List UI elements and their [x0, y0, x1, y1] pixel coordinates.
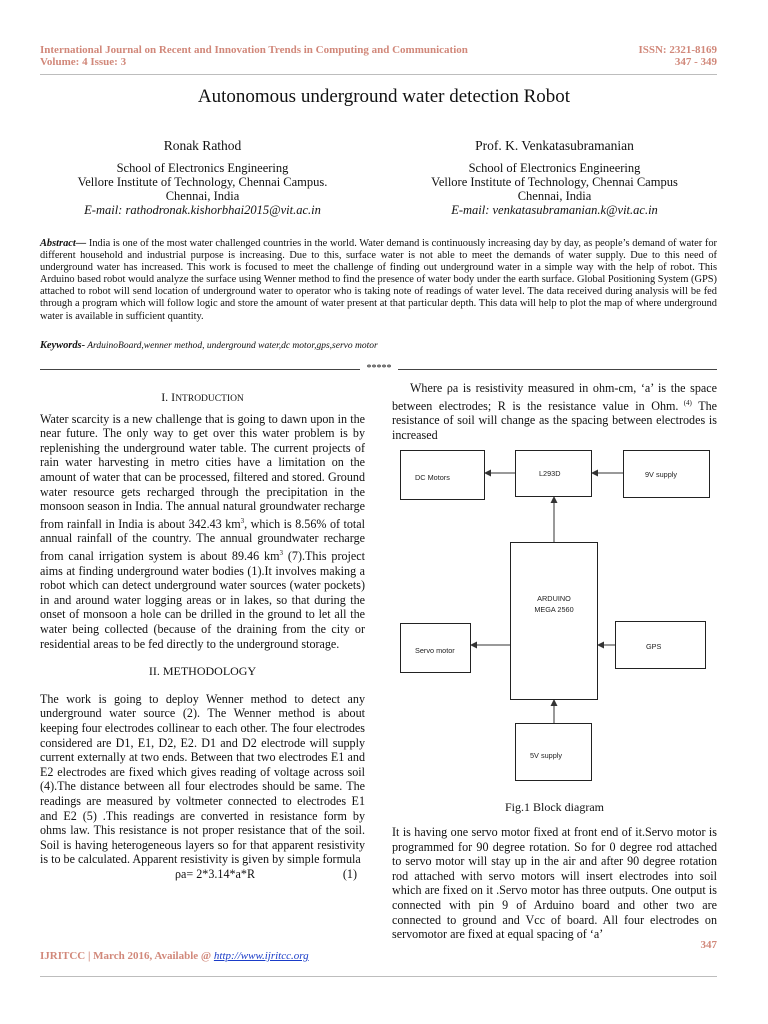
author-inst: Vellore Institute of Technology, Chennai Campus — [431, 175, 678, 189]
journal-name: International Journal on Recent and Innovation Trends in Computing and Communication — [40, 44, 468, 56]
journal-issn: ISSN: 2321-8169 — [638, 44, 717, 56]
formula-expression: ρa= 2*3.14*a*R — [175, 866, 256, 881]
block-dc-motors: DC Motors — [400, 450, 485, 500]
formula-number: (1) — [342, 866, 357, 881]
abstract-text: India is one of the most water challenged countries in the world. Water demand is continuously increasing day by day, as people’s demand of water for different household and industrial purpose is increasing. Due to this, surface water is not able to meet the demands of water supply. Due to this need of underground water has increased. This work is focused to meet the challenge of finding out underground water in a simple way with the help of robot. This Arduino based robot would analyze the surface using Wenner method to find the presence of water body under the earth surface. Global Positioning System (GPS) attached to robot will send location of underground water to operator who is taking note of readings of water level. The data received during analysis will be fed through a program which will follow logic and store the amount of water present at that particular depth. This data will help to plot the map of where underground water is available in sufficient quantity. — [40, 238, 717, 322]
block-gps: GPS — [615, 621, 706, 669]
intro-heading: I. INTRODUCTION — [161, 390, 244, 404]
block-arduino-mega — [510, 542, 598, 700]
keywords-text: ArduinoBoard,wenner method, underground water,dc motor,gps,servo motor — [85, 341, 378, 351]
where-paragraph: Where ρa is resistivity measured in ohm-cm, ‘a’ is the space between electrodes; R is the resistance value in Ohm. $^{(4)}$ The resistance of soil will change as the spacing between electrodes is increased — [392, 381, 718, 442]
author-block-2 — [392, 139, 717, 217]
intro-paragraph: Water scarcity is a new challenge that is going to dawn upon in the near future. The only way to get over this water problem is by replenishing the underground water table. The current projects of rain water harvesting in metro cities have a limitation on the amount of water that can be processed, filtered and stored. Ground water resource gets recharged through the precipitation in the monsoon season in India. The annual natural groundwater recharge from rainfall in India is about 342.43 $km^3$, which is 8.56% of total annual rainfall of the country. The annual groundwater recharge from canal irrigation system is about 89.46 $km^3$ (7).This project aims at finding underground water bodies (1).It involves making a robot which can detect underground water sources (water pockets) in and around water logging areas or in lakes, so that during the onset of monsoon a hole can be drilled in the ground to let all the water being collected (because of the draining from the city or residential areas to be fed directly to the underground storage. — [40, 411, 365, 651]
footer: IJRITCC | March 2016, Available @ http://www.ijritcc.org — [40, 950, 309, 962]
abstract-label: Abstract— — [40, 238, 87, 249]
footer-rule — [40, 976, 717, 977]
arduino-label: ARDUINO — [537, 594, 571, 603]
block-l293d: L293D — [515, 450, 592, 497]
separator-stars: ***** — [366, 363, 392, 374]
author-inst: Vellore Institute of Technology, Chennai Campus. — [77, 175, 328, 189]
keywords — [40, 340, 378, 351]
block-servo-motor: Servo motor — [400, 623, 471, 673]
author-dept: School of Electronics Engineering — [116, 161, 289, 175]
block-5v-supply: 5V supply — [515, 723, 592, 781]
author-email: E-mail: venkatasubramanian.k@vit.ac.in — [451, 203, 658, 217]
page-number: 347 — [700, 939, 717, 951]
keywords-label: Keywords- — [40, 340, 86, 351]
arduino-model: MEGA 2560 — [534, 605, 574, 614]
left-column — [40, 390, 365, 882]
author-location: Chennai, India — [165, 189, 240, 203]
block-diagram — [392, 445, 717, 790]
author-name: Ronak Rathod — [163, 138, 242, 153]
author-email: E-mail: rathodronak.kishorbhai2015@vit.ac.in — [84, 203, 321, 217]
methodology-heading: II. METHODOLOGY — [148, 664, 257, 679]
block-9v-supply: 9V supply — [623, 450, 710, 498]
author-name: Prof. K. Venkatasubramanian — [475, 138, 634, 153]
journal-link[interactable]: http://www.ijritcc.org — [213, 950, 309, 962]
figure-caption: Fig.1 Block diagram — [505, 800, 604, 814]
journal-volume: Volume: 4 Issue: 3 — [40, 56, 127, 68]
abstract — [40, 238, 717, 323]
author-dept: School of Electronics Engineering — [468, 161, 641, 175]
methodology-paragraph: The work is going to deploy Wenner method to detect any underground water source (2). The Wenner method is about keeping four electrodes collinear to each other. The four electrodes considered are D1, E1, D2, E2. D1 and D2 electrode will supply current externally at two ends. Between that two electrodes E1 and E2 electrodes are fixed which gives reading of voltage across soil (4).The distance between all four electrodes should be same. The readings are measured by voltmeter connected to electrodes E1 and E2 (5) .This readings are converted in resistance form by ohms law. This resistance is not proper resistance that of the soil. Soil is having heterogeneous layers so for that apparent resistivity is to be calculated. Apparent resistivity is given by simple formula — [40, 691, 365, 867]
journal-pages: 347 - 349 — [674, 56, 717, 68]
header-rule — [40, 74, 717, 75]
formula — [40, 867, 365, 882]
author-block-1 — [40, 139, 365, 217]
author-location: Chennai, India — [517, 189, 592, 203]
section-separator — [40, 363, 717, 375]
paper-title: Autonomous underground water detection Robot — [197, 86, 571, 107]
servo-paragraph: It is having one servo motor fixed at front end of it.Servo motor is programmed for 90 degree rotation. So for 0 degree rod attached to servo motor will stay up in the air and after 90 degree rotation rod attached with servo motors will insert electrodes into soil which are fixed on it .Servo motor has three outputs. One output is connected with pin 9 of Arduino board and other two are connected to ground and Vcc of board. All four electrodes on servomotor are fixed at equal spacing of ‘a’ — [392, 825, 717, 942]
